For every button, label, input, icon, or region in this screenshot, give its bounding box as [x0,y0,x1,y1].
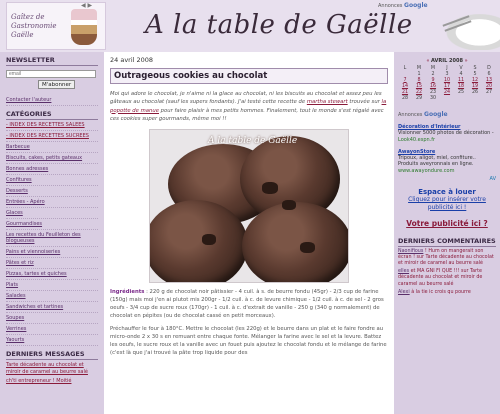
intro-text: trouvée sur [347,99,382,106]
calendar-month: AVRIL 2008 [431,58,463,64]
calendar-day: 29 [415,95,423,101]
category-link[interactable]: Verrines [6,324,98,335]
subscribe-button[interactable]: M'abonner [38,80,75,89]
calendar-day[interactable]: 17 [443,83,451,89]
categories-heading: CATÉGORIES [6,106,98,120]
google-brand: Google [404,2,428,9]
category-link[interactable]: Entrées - Apéro [6,197,98,208]
calendar-day[interactable]: 14 [401,83,409,89]
calendar-day: 3 [445,71,449,77]
chocolate-chip [300,242,315,253]
intro-text: pour faire plaisir à mes petits hommes. Finalement, tout le monde s'est régalé avec ces cookies super gourmands, même moi !! [110,107,384,122]
site-title[interactable]: A la table de Gaëlle [145,10,413,40]
comment-author[interactable]: Naonifious [398,248,424,254]
newsletter-form [6,70,98,89]
fork-plate-icon [432,6,500,50]
ad-text: Visionner 5000 photos de décoration - [398,130,494,137]
google-ads-label[interactable] [398,111,496,118]
ingredients-label: Ingrédients [110,289,145,296]
cookies-photo[interactable] [149,129,349,283]
site-logo[interactable] [6,2,106,50]
category-link[interactable]: - INDEX DES RECETTES SUCREES [6,131,98,142]
calendar-title [398,58,496,64]
comment-text: et MA GNI FI QUE !!! sur Tarte décadente au chocolat et miroir de caramel au beurre salé [398,269,483,287]
category-link[interactable]: Desserts [6,186,98,197]
calendar-prev-link[interactable]: « [426,58,430,64]
calendar-day[interactable]: 12 [471,77,479,83]
your-ad-link[interactable]: Votre publicité ici ? [406,219,488,229]
category-link[interactable]: Salades [6,291,98,302]
category-link[interactable]: Soupes [6,313,98,324]
post-intro [110,90,388,123]
calendar-day: 4 [459,71,463,77]
ads-label: Annonces [398,112,423,118]
left-sidebar [0,52,104,414]
calendar-day: 26 [471,89,479,95]
last-message-text: Tarte décadente au chocolat et miroir de caramel au beurre salé [6,362,88,375]
comment-item[interactable] [398,249,496,268]
last-messages-heading: DERNIERS MESSAGES [6,346,98,360]
calendar [398,58,496,101]
category-link[interactable]: Pains et viennoiseries [6,247,98,258]
calendar-day-header: L [403,65,407,71]
category-link[interactable]: Plats [6,280,98,291]
ad-url[interactable]: Look40.espn.fr [398,136,436,143]
category-link[interactable]: Glaces [6,208,98,219]
comment-author[interactable]: elles [398,269,410,275]
calendar-day[interactable]: 16 [429,83,437,89]
last-message-link[interactable] [6,362,98,376]
category-link[interactable]: Gourmandises [6,219,98,230]
ingredients-text: : 220 g de chocolat noir pâtissier - 4 cuil. à s. de beurre fondu (45gr) - 2/3 cup de farine (150g) mais moi j'en ai plutot mis 200gr - 1/2 cuil. à c. de levure chimique - 1/2 cuil. à c. de sel - 2 gros oeufs - 3/4 cup de sucre roux (170gr) - 1 cuil. à c. d'extrait de vanille - 250 g (340 g normalement) de chocolat en pépites (ou de chocolat cassé en petit morceaux). [110,289,384,319]
category-link[interactable]: Yaourts [6,335,98,346]
calendar-day [454,95,468,101]
google-ads-label[interactable] [378,2,428,9]
category-link[interactable]: Les recettes du Feuilleton des blogueuses [6,230,98,247]
calendar-week [398,95,496,101]
calendar-day[interactable]: 20 [485,83,493,89]
ingredients-paragraph [110,289,388,320]
last-message-link[interactable] [6,378,98,385]
calendar-day-header: D [487,65,491,71]
chocolate-chip [282,200,296,210]
calendar-day[interactable]: 22 [415,89,423,95]
calendar-day[interactable]: 24 [443,89,451,95]
calendar-day: 30 [429,95,437,101]
calendar-day: 25 [457,89,465,95]
newsletter-heading: NEWSLETTER [6,52,98,66]
martha-stewart-link[interactable]: martha stewart [306,99,348,106]
last-message-text: ch'ti entrepreneur ! Moitié [6,378,72,384]
calendar-day: 27 [485,89,493,95]
logo-text: Gaîtez de Gastronomie Gaëlle [11,13,57,39]
category-link[interactable]: Barbecue [6,142,98,153]
chocolate-chip [202,234,216,245]
category-link[interactable]: Confitures [6,175,98,186]
ad-title[interactable]: Décoration d'Intérieur [398,124,461,130]
cookie-shape [149,200,248,283]
google-brand: Google [424,111,448,118]
calendar-day[interactable]: 8 [417,77,421,83]
calendar-day [468,95,482,101]
ad-space-title[interactable]: Espace à louer [418,188,476,197]
calendar-day-header: M [416,65,422,71]
calendar-day: 28 [401,95,409,101]
calendar-day [440,95,454,101]
calendar-day[interactable]: 9 [431,77,435,83]
calendar-day[interactable]: 19 [471,83,479,89]
category-link[interactable]: Pizzas, tartes et quiches [6,269,98,280]
comment-text: à la tie ic crois qu pourre [411,289,471,295]
ad-space-link[interactable]: Cliquez pour insérer votre publicité ici ! [408,196,486,211]
popotte-link[interactable]: la popotte de manue [110,99,387,114]
calendar-day[interactable]: 7 [403,77,407,83]
calendar-day[interactable]: 10 [443,77,451,83]
calendar-day[interactable]: 15 [415,83,423,89]
adchoices-icon[interactable]: AV [489,176,496,183]
calendar-day[interactable]: 18 [457,83,465,89]
calendar-day-header: M [430,65,436,71]
category-link[interactable]: Pâtes et riz [6,258,98,269]
last-comments-heading: DERNIERS COMMENTAIRES [398,237,496,246]
photo-caption: A la table de Gaëlle [208,136,298,147]
site-header [0,0,500,52]
email-input[interactable] [6,70,96,78]
right-sidebar [394,52,500,414]
calendar-day-header: V [459,65,463,71]
ad-title[interactable]: AwayonStore [398,148,436,155]
calendar-day: 6 [487,71,491,77]
post-date: 24 avril 2008 [110,56,154,64]
category-link[interactable]: Biscuits, cakes, petits gateaux [6,153,98,164]
post-title[interactable]: Outrageous cookies au chocolat [110,68,388,84]
comment-text: ! Hum on mangerait son écran ! sur Tarte décadente au chocolat et miroir de caramel au beurre salé [398,248,494,266]
main-content [104,52,394,414]
comment-item[interactable] [398,290,496,296]
cookie-shape [242,202,349,283]
dessert-cup-icon [71,9,97,45]
category-list [0,120,104,346]
calendar-day: 2 [431,71,435,77]
ad-text: Tripoux, aligot, miel, confiture.. Produits aveyronnais en ligne. [398,155,476,168]
ad-block[interactable] [398,149,496,174]
comment-item[interactable] [398,269,496,288]
comment-author[interactable]: Alexi [398,289,410,295]
ad-block[interactable] [398,124,496,143]
calendar-grid [398,65,496,101]
calendar-day: 5 [473,71,477,77]
category-link[interactable]: - INDEX DES RECETTES SALEES [6,120,98,131]
calendar-day[interactable]: 13 [485,77,493,83]
category-link[interactable]: Bonnes adresses [6,164,98,175]
chocolate-chip [262,182,278,194]
calendar-day [482,95,496,101]
calendar-day[interactable]: 21 [401,89,409,95]
ad-url[interactable]: www.awayondure.com [398,167,455,174]
calendar-next-link[interactable]: » [464,58,468,64]
calendar-day-header: J [446,65,448,71]
logo-nav-arrows-icon[interactable]: ◀ ▶ [81,2,93,9]
ads-label: Annonces [378,3,403,9]
calendar-day: 23 [429,89,437,95]
calendar-day: 1 [417,71,421,77]
intro-text: Moi qui adore le chocolat, je n'aime ni la glace au chocolat, ni les biscuits au chocolat et assez peu les gâteaux au chocolat (sauf les supers fondants). J'ai testé cette recette de [110,91,382,106]
steps-paragraph: Préchauffer le four à 180°C. Mettre le chocolat (les 220g) et le beurre dans un plat et le faire fondre au micro-onde 2 x 30 s en remuant entre chaque fonte. Mélanger la farine avec le sel et la levure. Battez les oeufs, le sucre roux et la vanille avec un fouet puis ajoutez le chocolat fondu et le mélange de farine (c'est là que j'ai trouvé la pâte trop liquide pour des [110,326,387,356]
calendar-day-header: S [473,65,477,71]
contact-author-link[interactable]: Contacter l'auteur [6,95,98,106]
calendar-day[interactable]: 11 [457,77,465,83]
category-link[interactable]: Sandwiches et tartines [6,302,98,313]
